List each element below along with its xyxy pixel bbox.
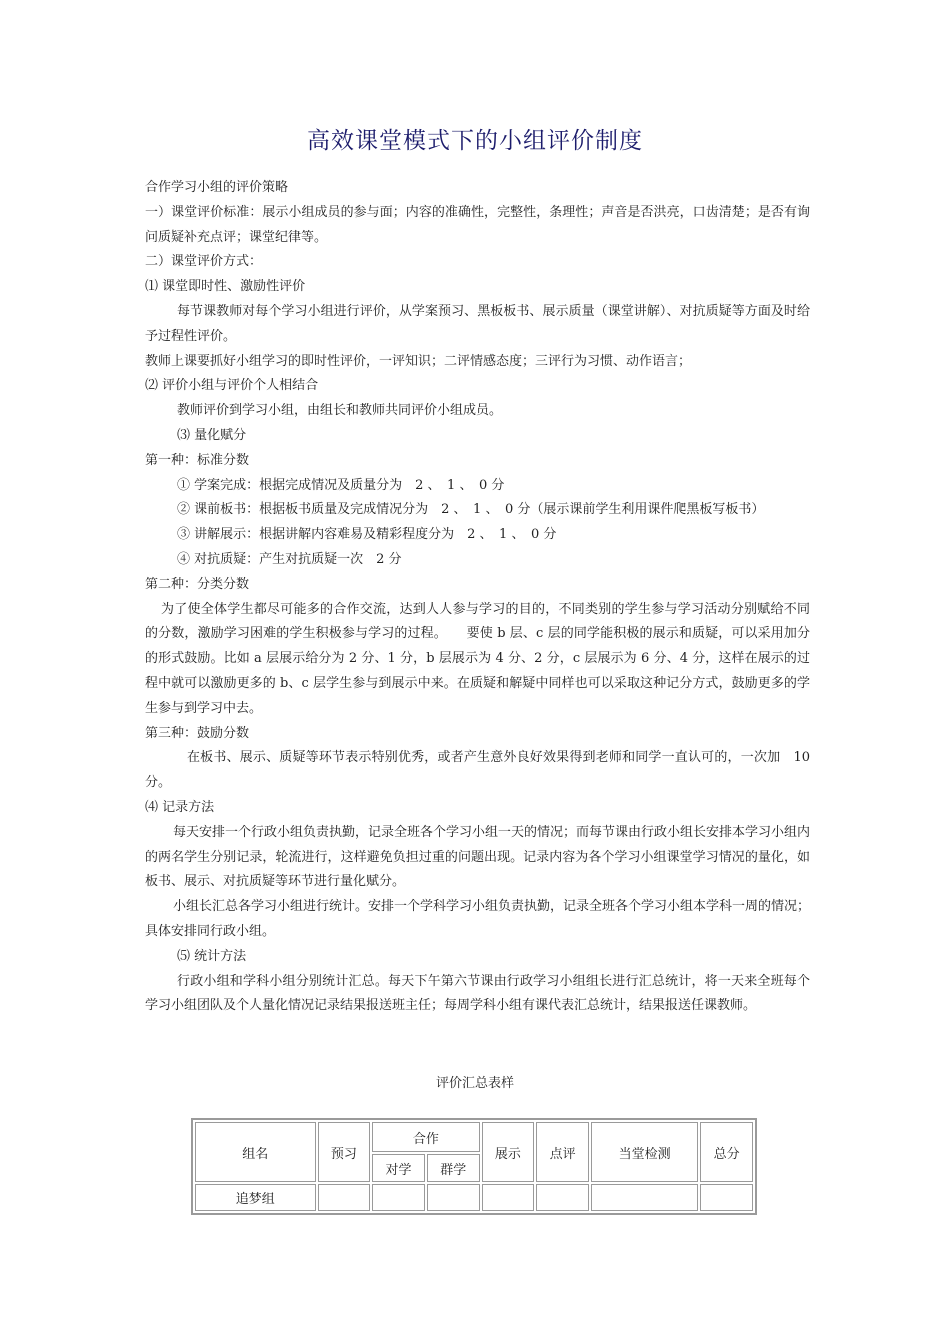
table-row: [195, 1184, 753, 1211]
paragraph: ② 课前板书：根据板书质量及完成情况分为 2 、 1 、 0 分（展示课前学生利用课件爬黑板写板书）: [177, 502, 765, 518]
header-show: 展示: [482, 1122, 535, 1182]
header-group: 组名: [195, 1122, 316, 1182]
paragraph: 行政小组和学科小组分别统计汇总。每天下午第六节课由行政学习小组组长进行汇总统计，将一天来全班每个学习小组团队及个人量化情况记录结果报送班主任；每周学科小组有课代表汇总统计，结果报送任课教师。: [145, 973, 810, 1014]
paragraph: 为了使全体学生都尽可能多的合作交流，达到人人参与学习的目的，不同类别的学生参与学习活动分别赋给不同的分数，激励学习困难的学生积极参与学习的过程。 要使 b 层、c 层的同学能积极的展示和质疑，可以采用加分的形式鼓励。比如 a 层展示给分为 2 分、1 分，b 层展示为 4 分、2 分，c 层展示为 6 分、4 分，这样在展示的过程中就可以激励更多的 b、c 层学生参与到展示中来。在质疑和解疑中同样也可以采取这种记分方式，鼓励更多的学生参与到学习中去。: [145, 601, 810, 716]
paragraph: ⑵ 评价小组与评价个人相结合: [145, 378, 319, 394]
paragraph: 第二种：分类分数: [145, 576, 250, 592]
paragraph: 第三种：鼓励分数: [145, 725, 250, 741]
cell-empty: [372, 1184, 425, 1211]
page-title: 高效课堂模式下的小组评价制度: [307, 128, 643, 154]
paragraph: ⑴ 课堂即时性、激励性评价: [145, 279, 306, 295]
header-comment: 点评: [536, 1122, 589, 1182]
paragraph: 小组长汇总各学习小组进行统计。安排一个学科学习小组负责执勤，记录全班各个学习小组本学科一周的情况；具体安排同行政小组。: [145, 899, 811, 939]
paragraph: ③ 讲解展示：根据讲解内容难易及精彩程度分为 2 、 1 、 0 分: [177, 527, 557, 543]
paragraph: 一）课堂评价标准：展示小组成员的参与面；内容的准确性，完整性，条理性；声音是否洪亮，口齿清楚；是否有询问质疑补充点评；课堂纪律等。: [145, 204, 810, 245]
cell-empty: [427, 1184, 480, 1211]
header-test: 当堂检测: [591, 1122, 698, 1182]
paragraph: ⑸ 统计方法: [177, 948, 247, 964]
paragraph: 每天安排一个行政小组负责执勤，记录全班各个学习小组一天的情况；而每节课由行政小组长安排本学习小组内的两名学生分别记录，轮流进行，这样避免负担过重的问题出现。记录内容为各个学习小组课堂学习情况的量化，如板书、展示、对抗质疑等环节进行量化赋分。: [145, 824, 811, 890]
header-preview: 预习: [318, 1122, 371, 1182]
table-caption: 评价汇总表样: [435, 1076, 514, 1091]
paragraph: 教师评价到学习小组，由组长和教师共同评价小组成员。: [177, 403, 503, 419]
paragraph: ④ 对抗质疑：产生对抗质疑一次 2 分: [177, 551, 402, 567]
document-body: [145, 176, 810, 1019]
cell-group: 追梦组: [195, 1184, 316, 1211]
header-team: 群学: [427, 1154, 480, 1182]
paragraph: ① 学案完成：根据完成情况及质量分为 2 、 1 、 0 分: [177, 477, 505, 493]
paragraph: 每节课教师对每个学习小组进行评价，从学案预习、黑板板书、展示质量（课堂讲解）、对抗质疑等方面及时给予过程性评价。: [145, 303, 810, 344]
cell-empty: [591, 1184, 698, 1211]
paragraph: 合作学习小组的评价策略: [145, 180, 289, 195]
cell-empty: [700, 1184, 753, 1211]
paragraph: ⑷ 记录方法: [145, 799, 215, 815]
paragraph: 第一种：标准分数: [145, 452, 250, 468]
paragraph: 在板书、展示、质疑等环节表示特别优秀，或者产生意外良好效果得到老师和同学一直认可的，一次加 10 分。: [145, 750, 810, 791]
header-total: 总分: [700, 1122, 753, 1182]
header-cooperation: 合作: [372, 1122, 479, 1152]
paragraph: 教师上课要抓好小组学习的即时性评价，一评知识；二评情感态度；三评行为习惯、动作语言；: [145, 353, 692, 369]
paragraph: 二）课堂评价方式：: [145, 254, 263, 270]
header-pair: 对学: [372, 1154, 425, 1182]
cell-empty: [482, 1184, 535, 1211]
paragraph: ⑶ 量化赋分: [177, 427, 247, 443]
evaluation-summary-table: [191, 1118, 757, 1215]
cell-empty: [318, 1184, 371, 1211]
cell-empty: [536, 1184, 589, 1211]
